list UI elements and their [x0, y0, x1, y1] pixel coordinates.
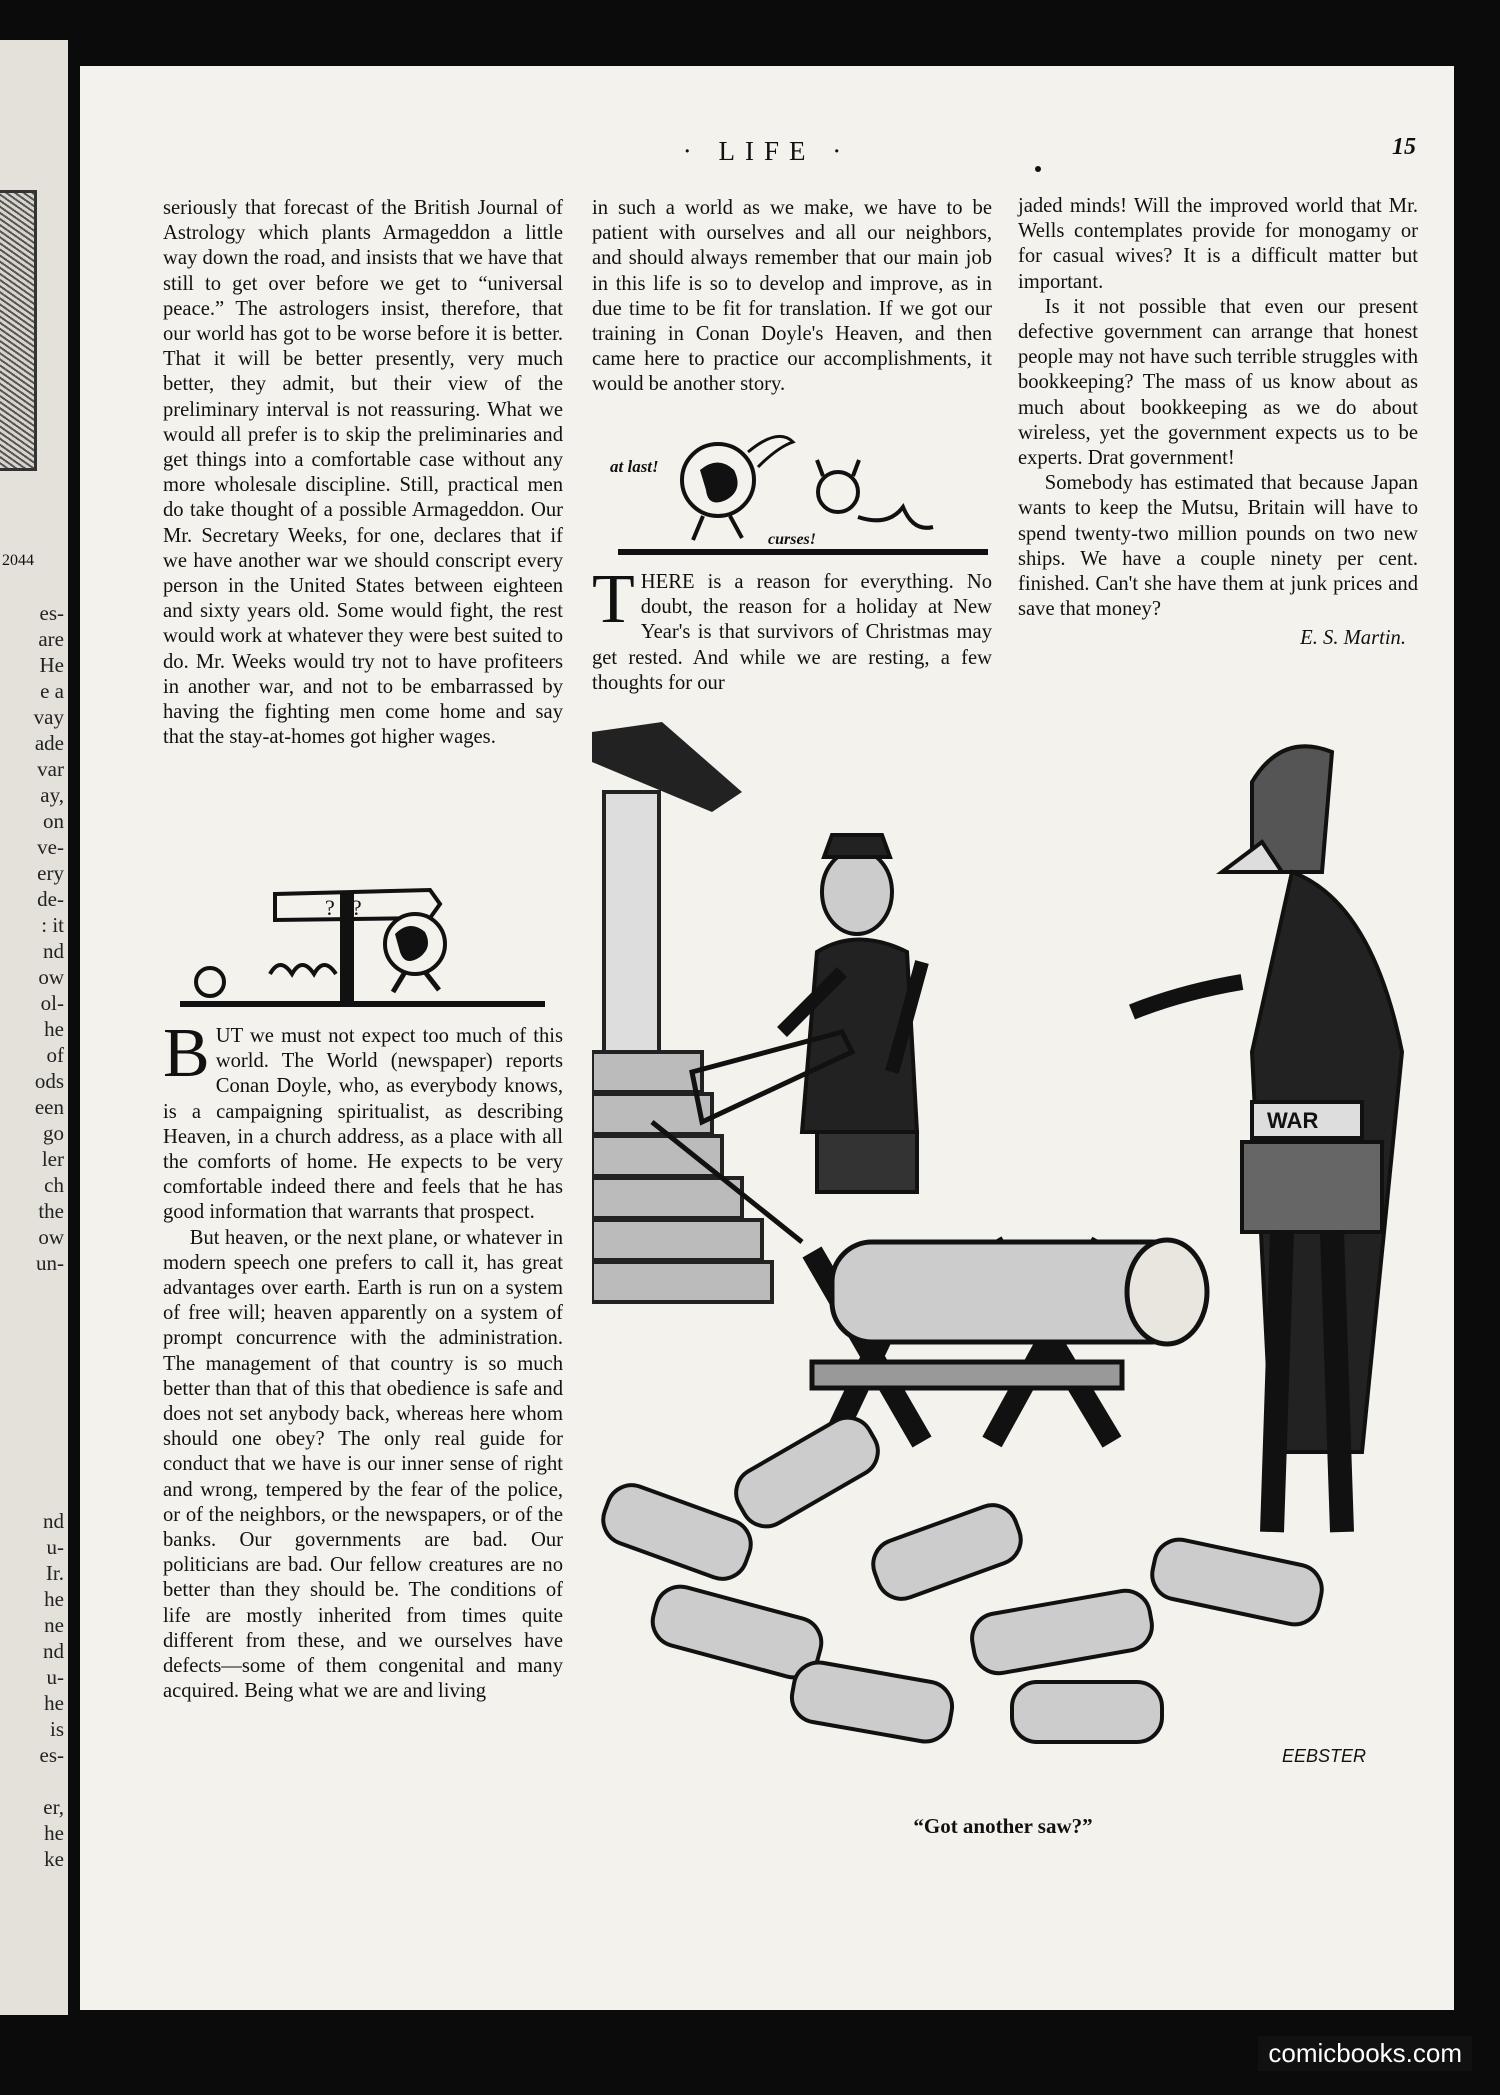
- column-3: [1018, 194, 1418, 652]
- devil-figure: [818, 472, 858, 512]
- signpost-sign-text: ? : ?: [325, 895, 362, 920]
- previous-page-text-fragments-lower: nd u- Ir. he ne nd u- he is es- er, he ke: [39, 1509, 64, 1871]
- drop-cap: B: [163, 1015, 210, 1092]
- column-2-bottom: [592, 561, 992, 696]
- paragraph: jaded minds! Will the improved world that Mr. Wells contemplates provide for monogamy or for casual wives? It is a difficult matter but important.: [1018, 195, 1418, 293]
- column-1-top: [163, 196, 563, 750]
- ornament-dot: [1035, 166, 1041, 172]
- paragraph: in such a world as we make, we have to be patient with ourselves and all our neighbors, and should always remember that our main job in this life is so to develop and improve, as in due time to be fit for translation. If we got our training in Conan Doyle's Heaven, and then came here to practice our accomplishments, it would be another story.: [592, 197, 992, 396]
- column-2-top: [592, 196, 992, 398]
- globe-devil-vignette: [608, 432, 993, 562]
- signpost-vignette: [180, 884, 545, 1014]
- site-watermark: comicbooks.com: [1258, 2036, 1472, 2071]
- running-bird: [196, 968, 224, 996]
- paragraph: Somebody has estimated that because Japan wants to keep the Mutsu, Britain will have to spend twenty-two million pounds on two new ships. We have a couple ninety per cent. finished. Can't she have them at junk prices and save that money?: [1018, 472, 1418, 621]
- previous-page-text-fragments: es- are He e a vay ade var ay, on ve- ery de- : it nd ow ol- he of ods een go ler ch the ow un-: [33, 601, 64, 1275]
- page-header: · LIFE ·: [682, 136, 852, 166]
- previous-page-number: 2044: [2, 552, 34, 569]
- war-belt-text: WAR: [1267, 1108, 1319, 1133]
- column-1-bottom: [163, 1015, 563, 1704]
- previous-page-illustration: [0, 190, 37, 471]
- page-number: 15: [1392, 134, 1416, 160]
- paragraph: HERE is a reason for everything. No doubt, the reason for a holiday at New Year's is that survivors of Christmas may get rested. And while we are resting, a few thoughts for our: [592, 571, 992, 694]
- vignette-label-right: curses!: [768, 531, 817, 548]
- drop-cap: T: [592, 561, 635, 638]
- paragraph: UT we must not expect too much of this world. The World (newspaper) reports Conan Doyle, who, as everybody knows, is a campaigning spiritualist, as describing Heaven, in a church address, as a place with all the comforts of home. He expects to be very comfortable indeed there and feels that he has good information that warrants that prospect.: [163, 1025, 563, 1224]
- vignette-label-left: at last!: [610, 457, 659, 476]
- cartoon-illustration: [592, 722, 1414, 1780]
- paragraph: Is it not possible that even our present defective government can arrange that honest people may not have such terrible struggles with bookkeeping? The mass of us know about as much about bookkeeping as we do about wireless, yet the government expects us to be experts. Drat government!: [1018, 295, 1418, 470]
- previous-page-strip: [0, 40, 68, 2015]
- artist-signature: EEBSTER: [1282, 1746, 1367, 1766]
- paragraph: seriously that forecast of the British Journal of Astrology which plants Armageddon a little way down the road, and insists that we have that still to get over before we get to “universal peace.” The astrologers insist, therefore, that our world has got to be worse before it is better. That it will be better presently, very much better, they admit, but their view of the preliminary interval is not reassuring. What we would all prefer is to skip the preliminaries and get things into a comfortable case without any more wholesale discipline. Still, practical men do take thought of a possible Armageddon. Our Mr. Secretary Weeks, for one, declares that if we have another war we should conscript every person in the United States between eighteen and sixty years old. Some would fight, the rest would work at whatever they were best suited to do. Mr. Weeks would try not to have profiteers in another war, and not to be embarrassed by having the fighting men come home and say that the stay-at-homes got higher wages.: [163, 197, 563, 749]
- paragraph: But heaven, or the next plane, or whatever in modern speech one prefers to call it, has great advantages over earth. Earth is run on a system of free will; heaven apparently on a system of prompt concurrence with the administration. The management of that country is so much better than that of this that obedience is safe and does not set anybody back, whereas here whom should one obey? The only real guide for conduct that we have is our inner sense of right and wrong, tempered by the fear of the police, or of the neighbors, or the newspapers, or of the banks. Our governments are bad. Our politicians are bad. Our fellow creatures are no better than they should be. The conditions of life are mostly inherited from times quite different from these, and we ourselves have defects—some of them congenital and many acquired. Being what we are and living: [163, 1226, 563, 1703]
- cartoon-caption: “Got another saw?”: [913, 1814, 1093, 1838]
- author-signature: E. S. Martin.: [1300, 627, 1406, 650]
